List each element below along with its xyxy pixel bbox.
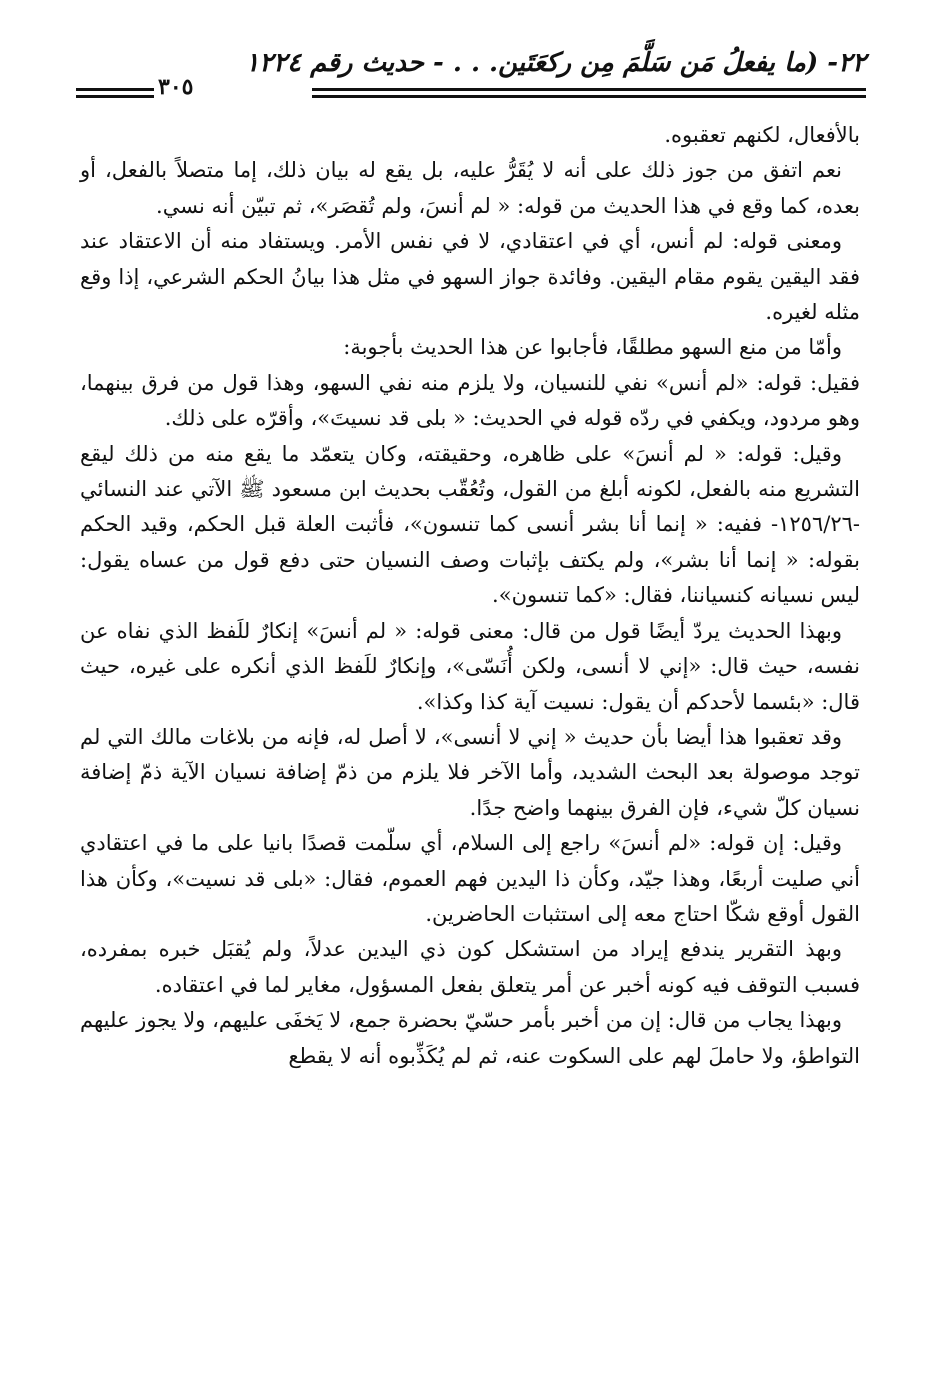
paragraph: فقيل: قوله: «لم أنس» نفي للنسيان، ولا يلزم منه نفي السهو، وهذا قول من فرق بينهما، وهو مردود، ويكفي في ردّه قوله في الحديث: « بلى قد نسيتَ»، وأقرّه على ذلك. <box>80 370 860 431</box>
running-title: ٢٢- (ما يفعلُ مَن سَلَّمَ مِن ركعَتَين. . . - حديث رقم ١٢٢٤ <box>245 48 866 78</box>
paragraph: وقيل: إن قوله: «لم أنسَ» راجع إلى السلام، أي سلّمت قصدًا بانيا على ما في اعتقادي أني صليت أربعًا، وهذا جيّد، وكأن ذا اليدين فهم العموم، فقال: «بلى قد نسيت»، وكأن هذا القول أوقع شكّا احتاج معه إلى استثبات الحاضرين. <box>80 831 860 926</box>
paragraph: وقيل: قوله: « لم أنسَ» على ظاهره، وحقيقته، وكان يتعمّد ما يقع منه من ذلك ليقع التشريع منه بالفعل، لكونه أبلغ من القول، وتُعُقّب بحديث ابن مسعود ﷺ الآتي عند النسائي -١٢٥٦/٢٦- ففيه: « إنما أنا بشر أنسى كما تنسون»، فأثبت العلة قبل الحكم، وقيد الحكم بقوله: « إنما أنا بشر»، ولم يكتف بإثبات وصف النسيان حتى دفع قول من عساه يقول: ليس نسيانه كنسياننا، فقال: «كما تنسون». <box>80 441 860 608</box>
paragraph: وقد تعقبوا هذا أيضا بأن حديث « إني لا أنسى»، لا أصل له، فإنه من بلاغات مالك التي لم توجد موصولة بعد البحث الشديد، وأما الآخر فلا يلزم من ذمّ إضافة نسيان الآية ذمّ إضافة نسيان كلّ شيء، فإن الفرق بينهما واضح جدًا. <box>80 724 860 820</box>
paragraph: وبهذا يجاب من قال: إن من أخبر بأمر حسّيّ بحضرة جمع، لا يَخفَى عليهم، ولا يجوز عليهم التواطؤ، ولا حاملَ لهم على السكوت عنه، ثم لم يُكَذِّبوه أنه لا يقطع <box>80 1008 860 1068</box>
header-double-rule <box>312 88 866 98</box>
paragraph: وأمّا من منع السهو مطلقًا، فأجابوا عن هذا الحديث بأجوبة: <box>343 335 842 360</box>
paragraph: وبهذا الحديث يردّ أيضًا قول من قال: معنى قوله: « لم أنسَ» إنكارٌ للَفظ الذي نفاه عن نفسه، حيث قال: «إني لا أنسى، ولكن أُنَسّى»، وإنكارٌ للَفظ الذي أنكره على غيره، حيث قال: «بئسما لأحدكم أن يقول: نسيت آية كذا وكذا». <box>80 618 860 714</box>
paragraph: بالأفعال، لكنهم تعقبوه. <box>664 123 860 147</box>
page-number-double-rule <box>76 88 154 98</box>
paragraph: نعم اتفق من جوز ذلك على أنه لا يُقَرُّ عليه، بل يقع له بيان ذلك، إما متصلاً بالفعل، أو بعده، كما وقع في هذا الحديث من قوله: « لم أنسَ، ولم تُقصَر»، ثم تبيّن أنه نسي. <box>80 158 860 218</box>
body-text <box>80 118 860 1074</box>
paragraph: وبهذ التقرير يندفع إيراد من استشكل كون ذي اليدين عدلاً، ولم يُقبَل خبره بمفرده، فسبب التوقف فيه كونه أخبر عن أمر يتعلق بفعل المسؤول، مغاير لما في اعتقاده. <box>80 937 860 997</box>
paragraph: ومعنى قوله: لم أنس، أي في اعتقادي، لا في نفس الأمر. ويستفاد منه أن الاعتقاد عند فقد اليقين يقوم مقام اليقين. وفائدة جواز السهو في مثل هذا بيانُ الحكم الشرعي، إذا وقع مثله لغيره. <box>80 229 860 325</box>
page-number: ٣٠٥ <box>158 74 194 100</box>
page-header <box>76 42 866 102</box>
